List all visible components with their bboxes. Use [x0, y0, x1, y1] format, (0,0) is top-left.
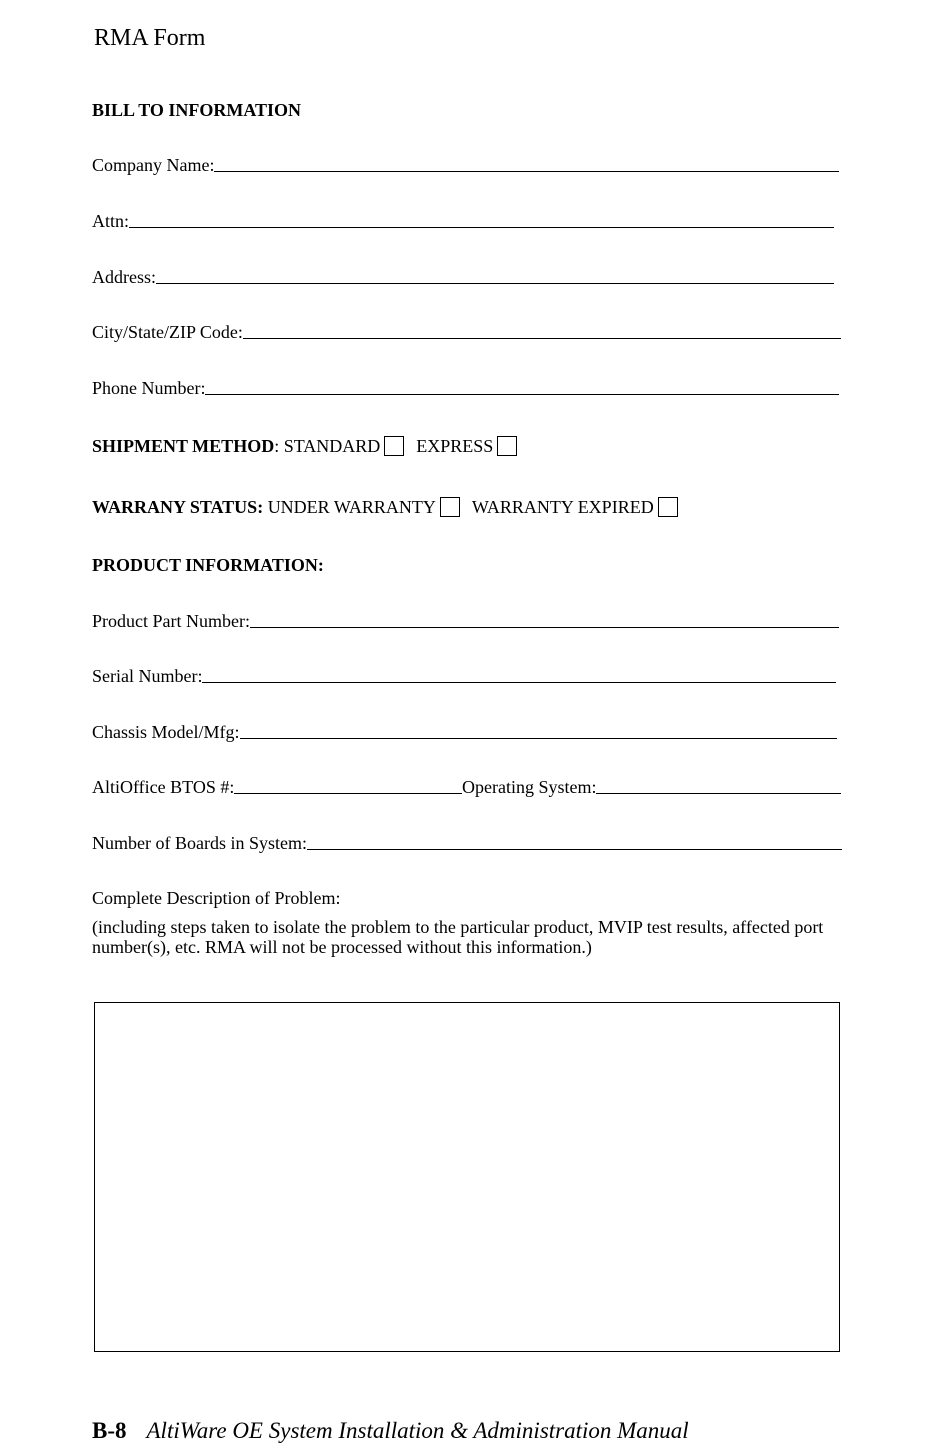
- boards-line[interactable]: [307, 849, 842, 850]
- page-footer: [92, 1416, 689, 1446]
- standard-checkbox[interactable]: [384, 436, 404, 456]
- operating-system-line[interactable]: [596, 793, 841, 794]
- under-warranty-checkbox[interactable]: [440, 497, 460, 517]
- operating-system-label: Operating System:: [462, 777, 597, 797]
- attn-line[interactable]: [129, 227, 834, 228]
- under-warranty-label: UNDER WARRANTY: [263, 497, 436, 517]
- shipment-method-label: SHIPMENT METHOD: [92, 436, 275, 456]
- company-name-label: Company Name:: [92, 155, 215, 175]
- serial-number-field[interactable]: [92, 664, 836, 688]
- phone-number-line[interactable]: [205, 394, 839, 395]
- btos-field[interactable]: [92, 775, 462, 799]
- problem-description-box[interactable]: [94, 1002, 840, 1352]
- boards-field[interactable]: [92, 831, 842, 855]
- product-info-heading: PRODUCT INFORMATION:: [92, 555, 324, 575]
- manual-title: AltiWare OE System Installation & Administration Manual: [146, 1418, 689, 1443]
- phone-number-label: Phone Number:: [92, 378, 206, 398]
- city-state-zip-line[interactable]: [243, 338, 841, 339]
- express-checkbox[interactable]: [497, 436, 517, 456]
- serial-number-line[interactable]: [202, 682, 836, 683]
- phone-number-field[interactable]: [92, 376, 839, 400]
- boards-label: Number of Boards in System:: [92, 833, 307, 853]
- form-title: RMA Form: [94, 25, 206, 51]
- serial-number-label: Serial Number:: [92, 666, 203, 686]
- warranty-expired-label: WARRANTY EXPIRED: [471, 497, 654, 517]
- chassis-field[interactable]: [92, 720, 837, 744]
- company-name-line[interactable]: [214, 171, 839, 172]
- address-line[interactable]: [156, 283, 834, 284]
- chassis-label: Chassis Model/Mfg:: [92, 722, 240, 742]
- warranty-status-label: WARRANY STATUS:: [92, 497, 264, 517]
- attn-label: Attn:: [92, 211, 130, 231]
- problem-description-note: (including steps taken to isolate the problem to the particular product, MVIP test results, affected port number(s), etc. RMA will not be processed without this information.): [92, 917, 824, 957]
- page-number: B-8: [92, 1418, 127, 1443]
- address-label: Address:: [92, 267, 156, 287]
- warranty-status-row: [92, 494, 690, 520]
- operating-system-field[interactable]: [462, 775, 841, 799]
- city-state-zip-label: City/State/ZIP Code:: [92, 322, 243, 342]
- chassis-line[interactable]: [240, 738, 837, 739]
- company-name-field[interactable]: [92, 153, 839, 177]
- shipment-method-row: [92, 433, 529, 459]
- problem-description-heading: Complete Description of Problem:: [92, 888, 341, 908]
- product-part-number-line[interactable]: [250, 627, 839, 628]
- shipment-express-label: EXPRESS: [416, 436, 494, 456]
- btos-line[interactable]: [234, 793, 462, 794]
- city-state-zip-field[interactable]: [92, 320, 841, 344]
- attn-field[interactable]: [92, 209, 834, 233]
- btos-label: AltiOffice BTOS #:: [92, 777, 235, 797]
- bill-to-heading: BILL TO INFORMATION: [92, 100, 302, 120]
- warranty-expired-checkbox[interactable]: [658, 497, 678, 517]
- product-part-number-field[interactable]: [92, 609, 839, 633]
- shipment-standard-label: : STANDARD: [274, 436, 381, 456]
- address-field[interactable]: [92, 265, 834, 289]
- product-part-number-label: Product Part Number:: [92, 611, 250, 631]
